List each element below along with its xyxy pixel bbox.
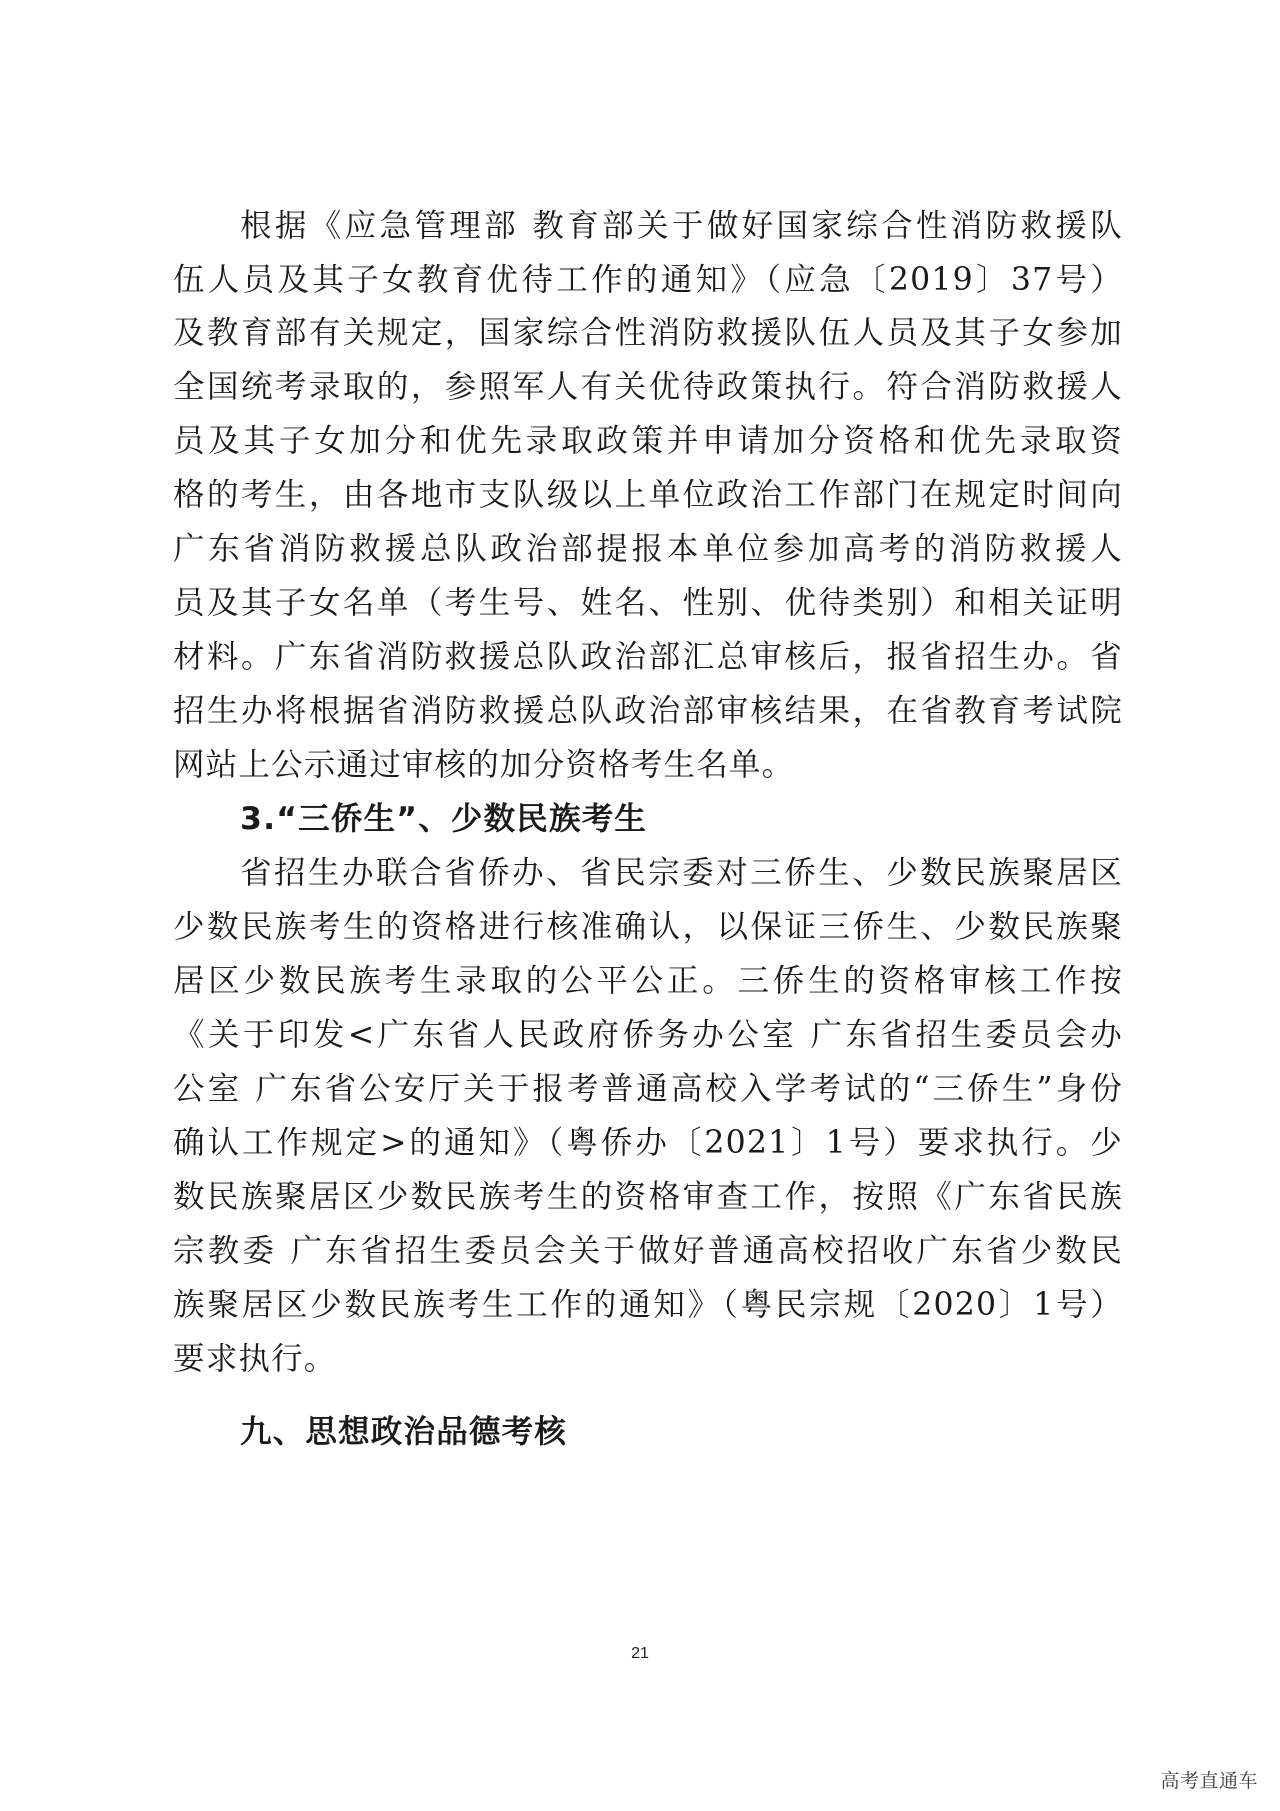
paragraph-line: 族聚居区少数民族考生工作的通知》（粤民宗规〔2020〕1号） [173, 1287, 1123, 1323]
chapter-heading: 九、思想政治品德考核 [240, 1414, 568, 1450]
paragraph-line: 网站上公示通过审核的加分资格考生名单。 [173, 747, 795, 783]
paragraph-line: 全国统考录取的，参照军人有关优待政策执行。符合消防救援人 [173, 369, 1123, 405]
paragraph-line: 招生办将根据省消防救援总队政治部审核结果，在省教育考试院 [173, 693, 1123, 729]
paragraph-line: 《关于印发<广东省人民政府侨务办公室 广东省招生委员会办 [173, 1017, 1123, 1053]
paragraph-line: 格的考生，由各地市支队级以上单位政治工作部门在规定时间向 [173, 477, 1123, 513]
paragraph-line: 及教育部有关规定，国家综合性消防救援队伍人员及其子女参加 [173, 315, 1123, 351]
paragraph-line: 材料。广东省消防救援总队政治部汇总审核后，报省招生办。省 [173, 639, 1123, 675]
paragraph-line: 员及其子女名单（考生号、姓名、性别、优待类别）和相关证明 [173, 585, 1123, 621]
paragraph-line: 确认工作规定>的通知》（粤侨办〔2021〕1号）要求执行。少 [173, 1125, 1123, 1161]
paragraph-line: 数民族聚居区少数民族考生的资格审查工作，按照《广东省民族 [173, 1179, 1123, 1215]
watermark-text: 高考直通车 [1160, 1770, 1258, 1792]
page-number: 21 [631, 1645, 649, 1662]
paragraph-line: 根据《应急管理部 教育部关于做好国家综合性消防救援队 [240, 208, 1123, 244]
paragraph-line: 员及其子女加分和优先录取政策并申请加分资格和优先录取资 [173, 423, 1123, 459]
paragraph-line: 居区少数民族考生录取的公平公正。三侨生的资格审核工作按 [173, 963, 1123, 999]
paragraph-line: 广东省消防救援总队政治部提报本单位参加高考的消防救援人 [173, 531, 1123, 567]
paragraph-line: 宗教委 广东省招生委员会关于做好普通高校招收广东省少数民 [173, 1233, 1123, 1269]
paragraph-line: 伍人员及其子女教育优待工作的通知》（应急〔2019〕37号） [173, 262, 1123, 298]
paragraph-line: 省招生办联合省侨办、省民宗委对三侨生、少数民族聚居区 [240, 855, 1123, 891]
paragraph-line: 少数民族考生的资格进行核准确认，以保证三侨生、少数民族聚 [173, 909, 1123, 945]
section-heading: 3.“三侨生”、少数民族考生 [240, 801, 648, 837]
paragraph-line: 要求执行。 [173, 1341, 337, 1377]
paragraph-line: 公室 广东省公安厅关于报考普通高校入学考试的“三侨生”身份 [173, 1071, 1123, 1107]
